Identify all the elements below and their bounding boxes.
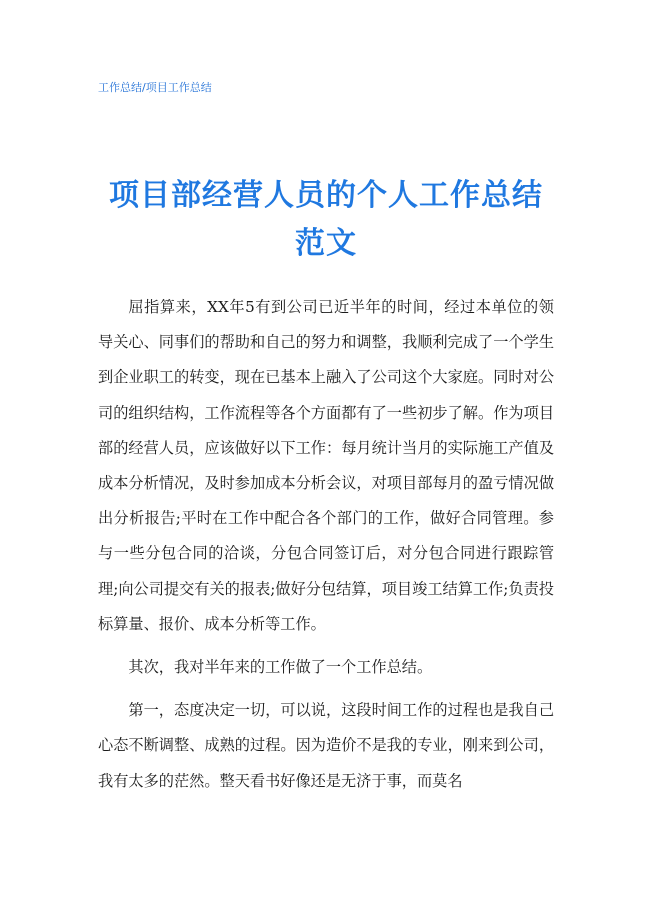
document-title: 项目部经营人员的个人工作总结范文	[109, 178, 543, 262]
paragraph-2: 其次，我对半年来的工作做了一个工作总结。	[128, 658, 433, 677]
document-body	[98, 290, 554, 799]
paragraph-1: 屈指算来，XX年5有到公司已近半年的时间，经过本单位的领导关心、同事们的帮助和自己的努力和调整，我顺利完成了一个学生到企业职工的转变，现在已基本上融入了公司这个大家庭。同时对公司的组织结构，工作流程等各个方面都有了一些初步了解。作为项目部的经营人员，应该做好以下工作：每月统计当月的实际施工产值及成本分析情况，及时参加成本分析会议，对项目部每月的盈亏情况做出分析报告;平时在工作中配合各个部门的工作，做好合同管理。参与一些分包合同的洽谈，分包合同签订后，对分包合同进行跟踪管理;向公司提交有关的报表;做好分包结算，项目竣工结算工作;负责投标算量、报价、成本分析等工作。	[98, 298, 554, 633]
breadcrumb[interactable]: 工作总结/项目工作总结	[98, 81, 212, 94]
paragraph-3: 第一，态度决定一切，可以说，这段时间工作的过程也是我自己心态不断调整、成熟的过程。因为造价不是我的专业，刚来到公司，我有太多的茫然。整天看书好像还是无济于事，而莫名	[98, 701, 554, 790]
